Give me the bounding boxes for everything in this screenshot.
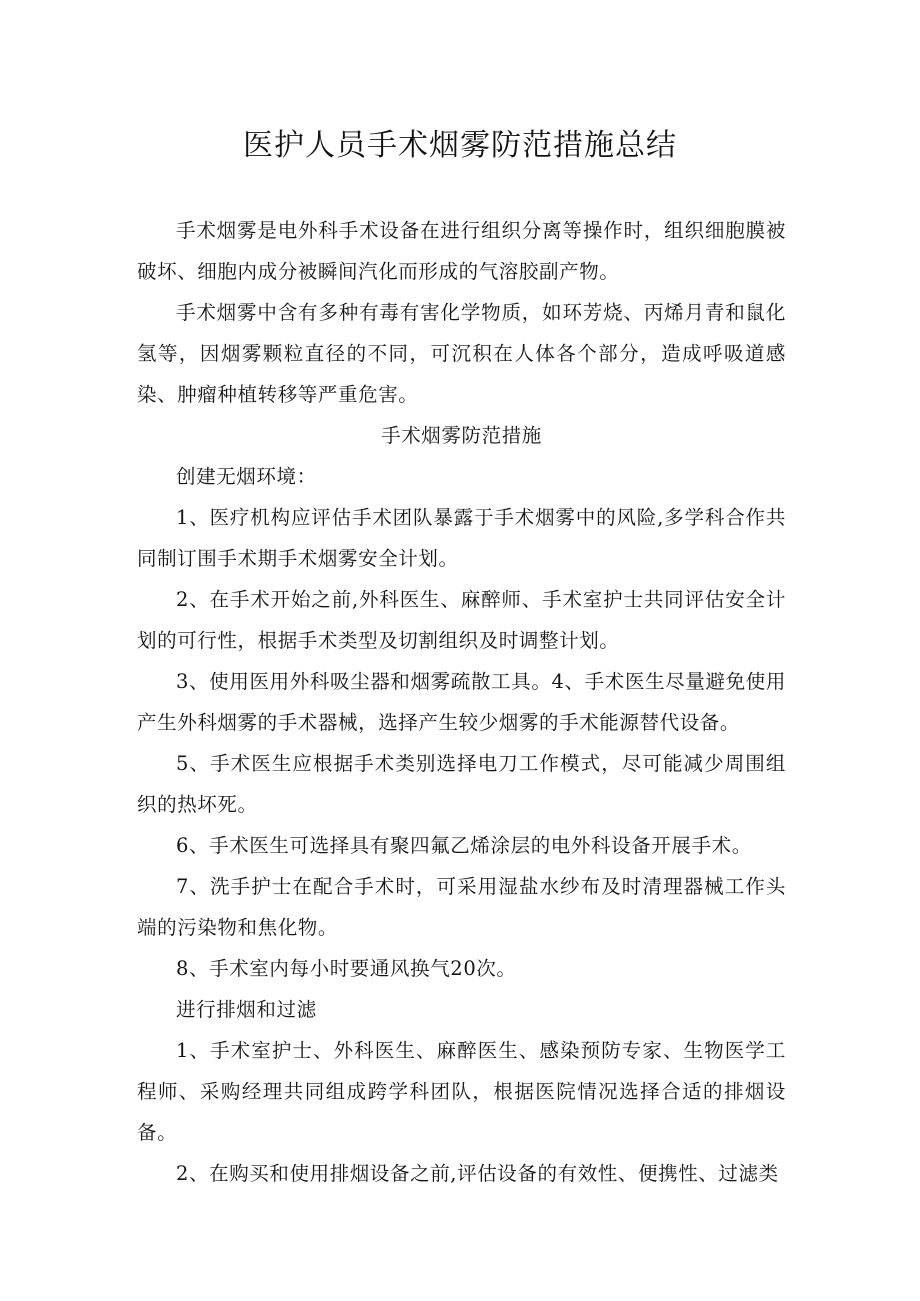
list-item: 3、使用医用外科吸尘器和烟雾疏散工具。4、手术医生尽量避免使用产生外科烟雾的手术器械，选择产生较少烟雾的手术能源替代设备。	[137, 670, 786, 734]
list-item: 7、洗手护士在配合手术时，可采用湿盐水纱布及时清理器械工作头端的污染物和焦化物。	[137, 875, 786, 939]
subheading-exhaust-filter: 进行排烟和过滤	[176, 998, 317, 1021]
list-item: 1、手术室护士、外科医生、麻醉医生、感染预防专家、生物医学工程师、采购经理共同组成跨学科团队，根据医院情况选择合适的排烟设备。	[137, 1039, 786, 1144]
subheading-smoke-free: 创建无烟环境：	[176, 465, 317, 488]
list-item: 2、在手术开始之前,外科医生、麻醉师、手术室护士共同评估安全计划的可行性，根据手术类型及切割组织及时调整计划。	[137, 588, 786, 652]
list-item: 6、手术医生可选择具有聚四氟乙烯涂层的电外科设备开展手术。	[176, 834, 752, 857]
document-body	[137, 210, 786, 1194]
intro-paragraph-2: 手术烟雾中含有多种有毒有害化学物质，如环芳烧、丙烯月青和鼠化氢等，因烟雾颗粒直径的不同，可沉积在人体各个部分，造成呼吸道感染、肿瘤种植转移等严重危害。	[137, 301, 786, 406]
intro-paragraph-1: 手术烟雾是电外科手术设备在进行组织分离等操作时，组织细胞膜被破坏、细胞内成分被瞬间汽化而形成的气溶胶副产物。	[137, 219, 786, 283]
list-item: 1、医疗机构应评估手术团队暴露于手术烟雾中的风险,多学科合作共同制订围手术期手术烟雾安全计划。	[137, 506, 786, 570]
list-item: 2、在购买和使用排烟设备之前,评估设备的有效性、便携性、过滤类	[176, 1162, 779, 1185]
list-item: 8、手术室内每小时要通风换气20次。	[176, 957, 517, 980]
list-item: 5、手术医生应根据手术类别选择电刀工作模式，尽可能减少周围组织的热坏死。	[137, 752, 786, 816]
section-heading: 手术烟雾防范措施	[381, 424, 542, 447]
document-title: 医护人员手术烟雾防范措施总结	[243, 128, 677, 163]
